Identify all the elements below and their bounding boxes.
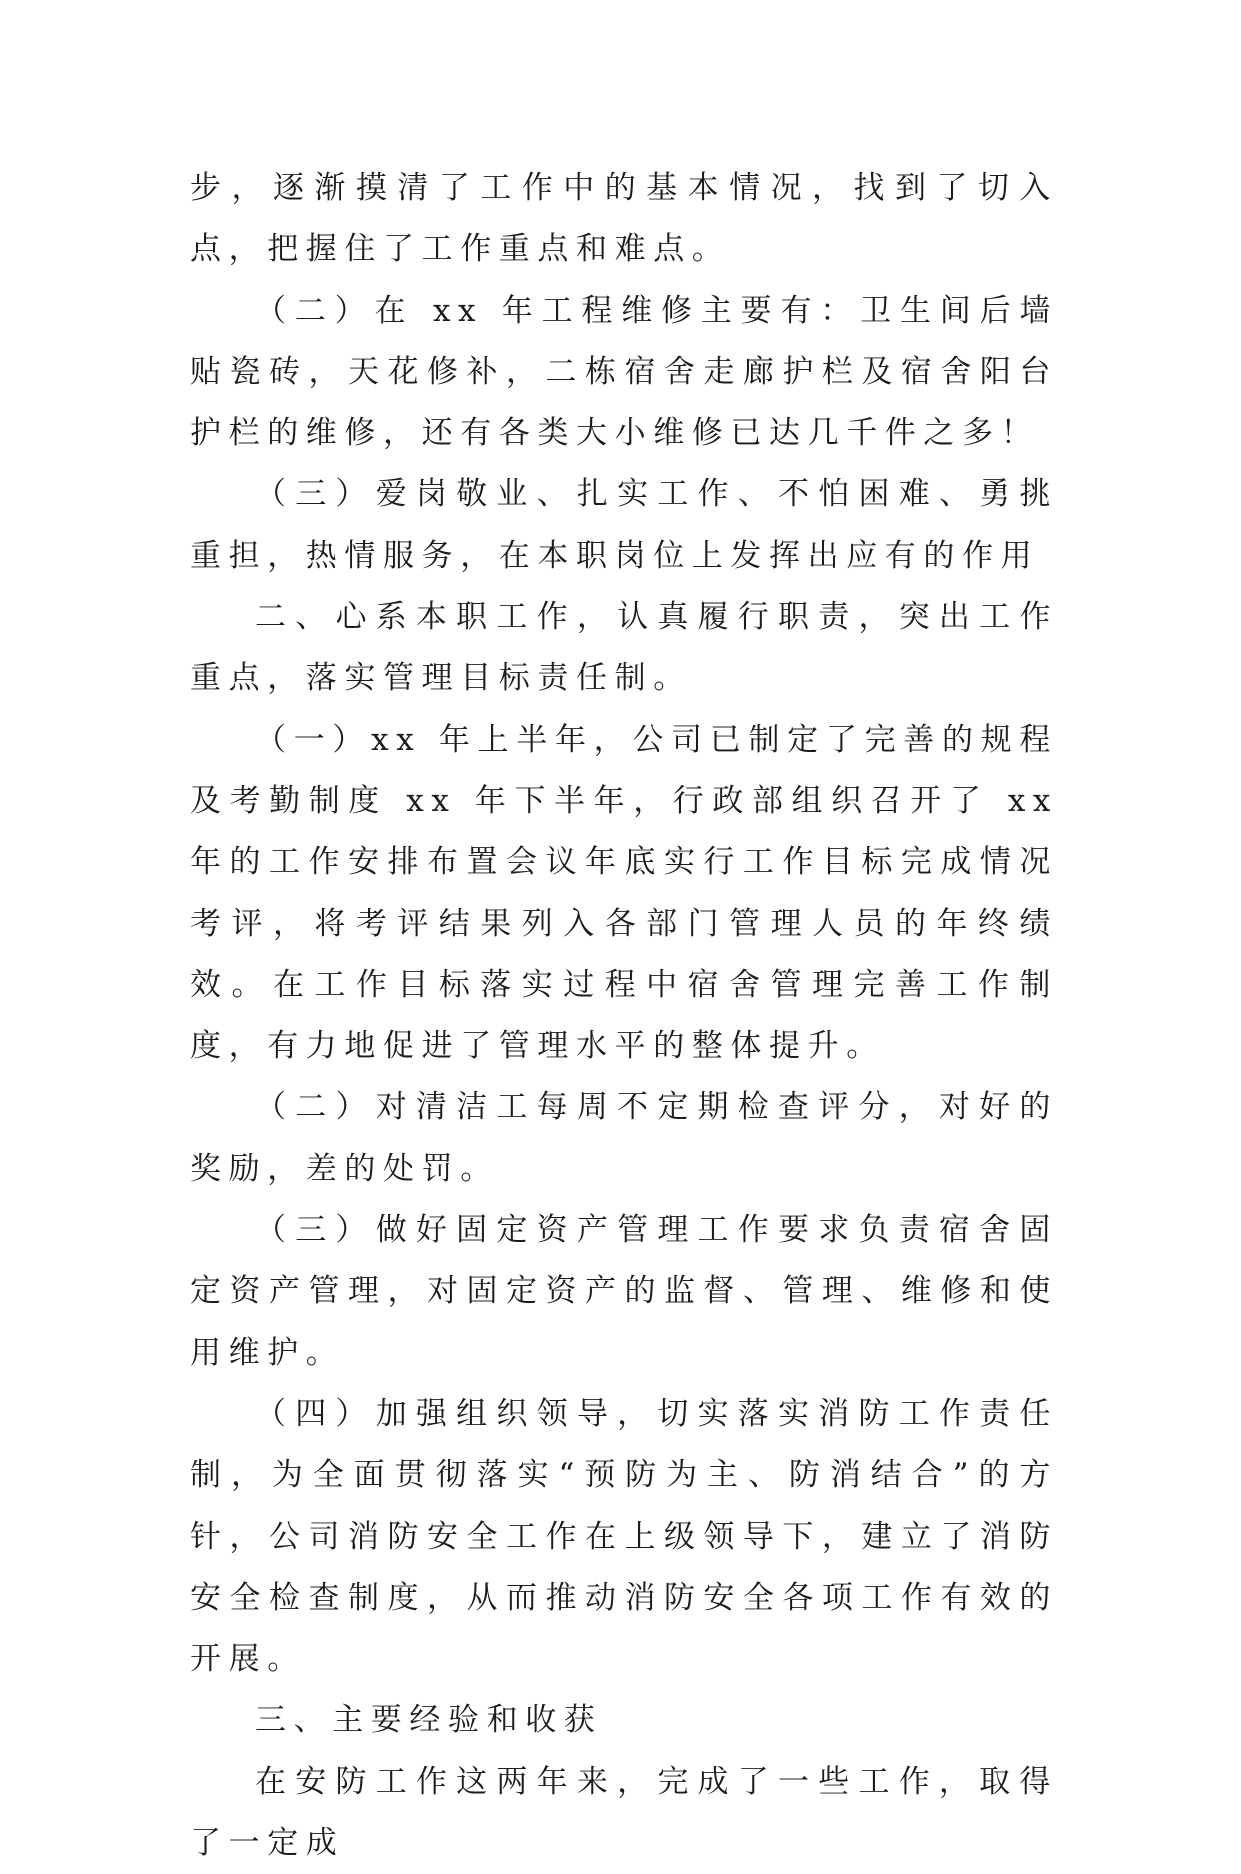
paragraph-cleaning: （二）对清洁工每周不定期检查评分，对好的奖励，差的处罚。 bbox=[190, 1089, 1058, 1187]
document-body bbox=[190, 158, 1058, 1874]
paragraph-maintenance: （二）在 xx 年工程维修主要有：卫生间后墙贴瓷砖，天花修补，二栋宿舍走廊护栏及宿舍阳台护栏的维修，还有各类大小维修已达几千件之多！ bbox=[190, 292, 1058, 452]
section-heading-2: 二、心系本职工作，认真履行职责，突出工作重点，落实管理目标责任制。 bbox=[190, 599, 1058, 697]
paragraph-dedication: （三）爱岗敬业、扎实工作、不怕困难、勇挑重担，热情服务，在本职岗位上发挥出应有的作用 bbox=[190, 476, 1058, 574]
paragraph-rules: （一）xx 年上半年，公司已制定了完善的规程及考勤制度 xx 年下半年，行政部组织召开了 xx 年的工作安排布置会议年底实行工作目标完成情况考评，将考评结果列入各部门管理人员的年终绩效。在工作目标落实过程中宿舍管理完善工作制度，有力地促进了管理水平的整体提升。 bbox=[190, 721, 1058, 1065]
paragraph-fire-safety: （四）加强组织领导，切实落实消防工作责任制，为全面贯彻落实“预防为主、防消结合”的方针，公司消防安全工作在上级领导下，建立了消防安全检查制度，从而推动消防安全各项工作有效的开展。 bbox=[190, 1395, 1058, 1678]
paragraph-experience: 在安防工作这两年来，完成了一些工作，取得了一定成 bbox=[190, 1763, 1058, 1862]
paragraph-continuation: 步，逐渐摸清了工作中的基本情况，找到了切入点，把握住了工作重点和难点。 bbox=[190, 170, 1058, 268]
section-heading-3: 三、主要经验和收获 bbox=[255, 1702, 603, 1739]
paragraph-assets: （三）做好固定资产管理工作要求负责宿舍固定资产管理，对固定资产的监督、管理、维修和使用维护。 bbox=[190, 1212, 1058, 1371]
